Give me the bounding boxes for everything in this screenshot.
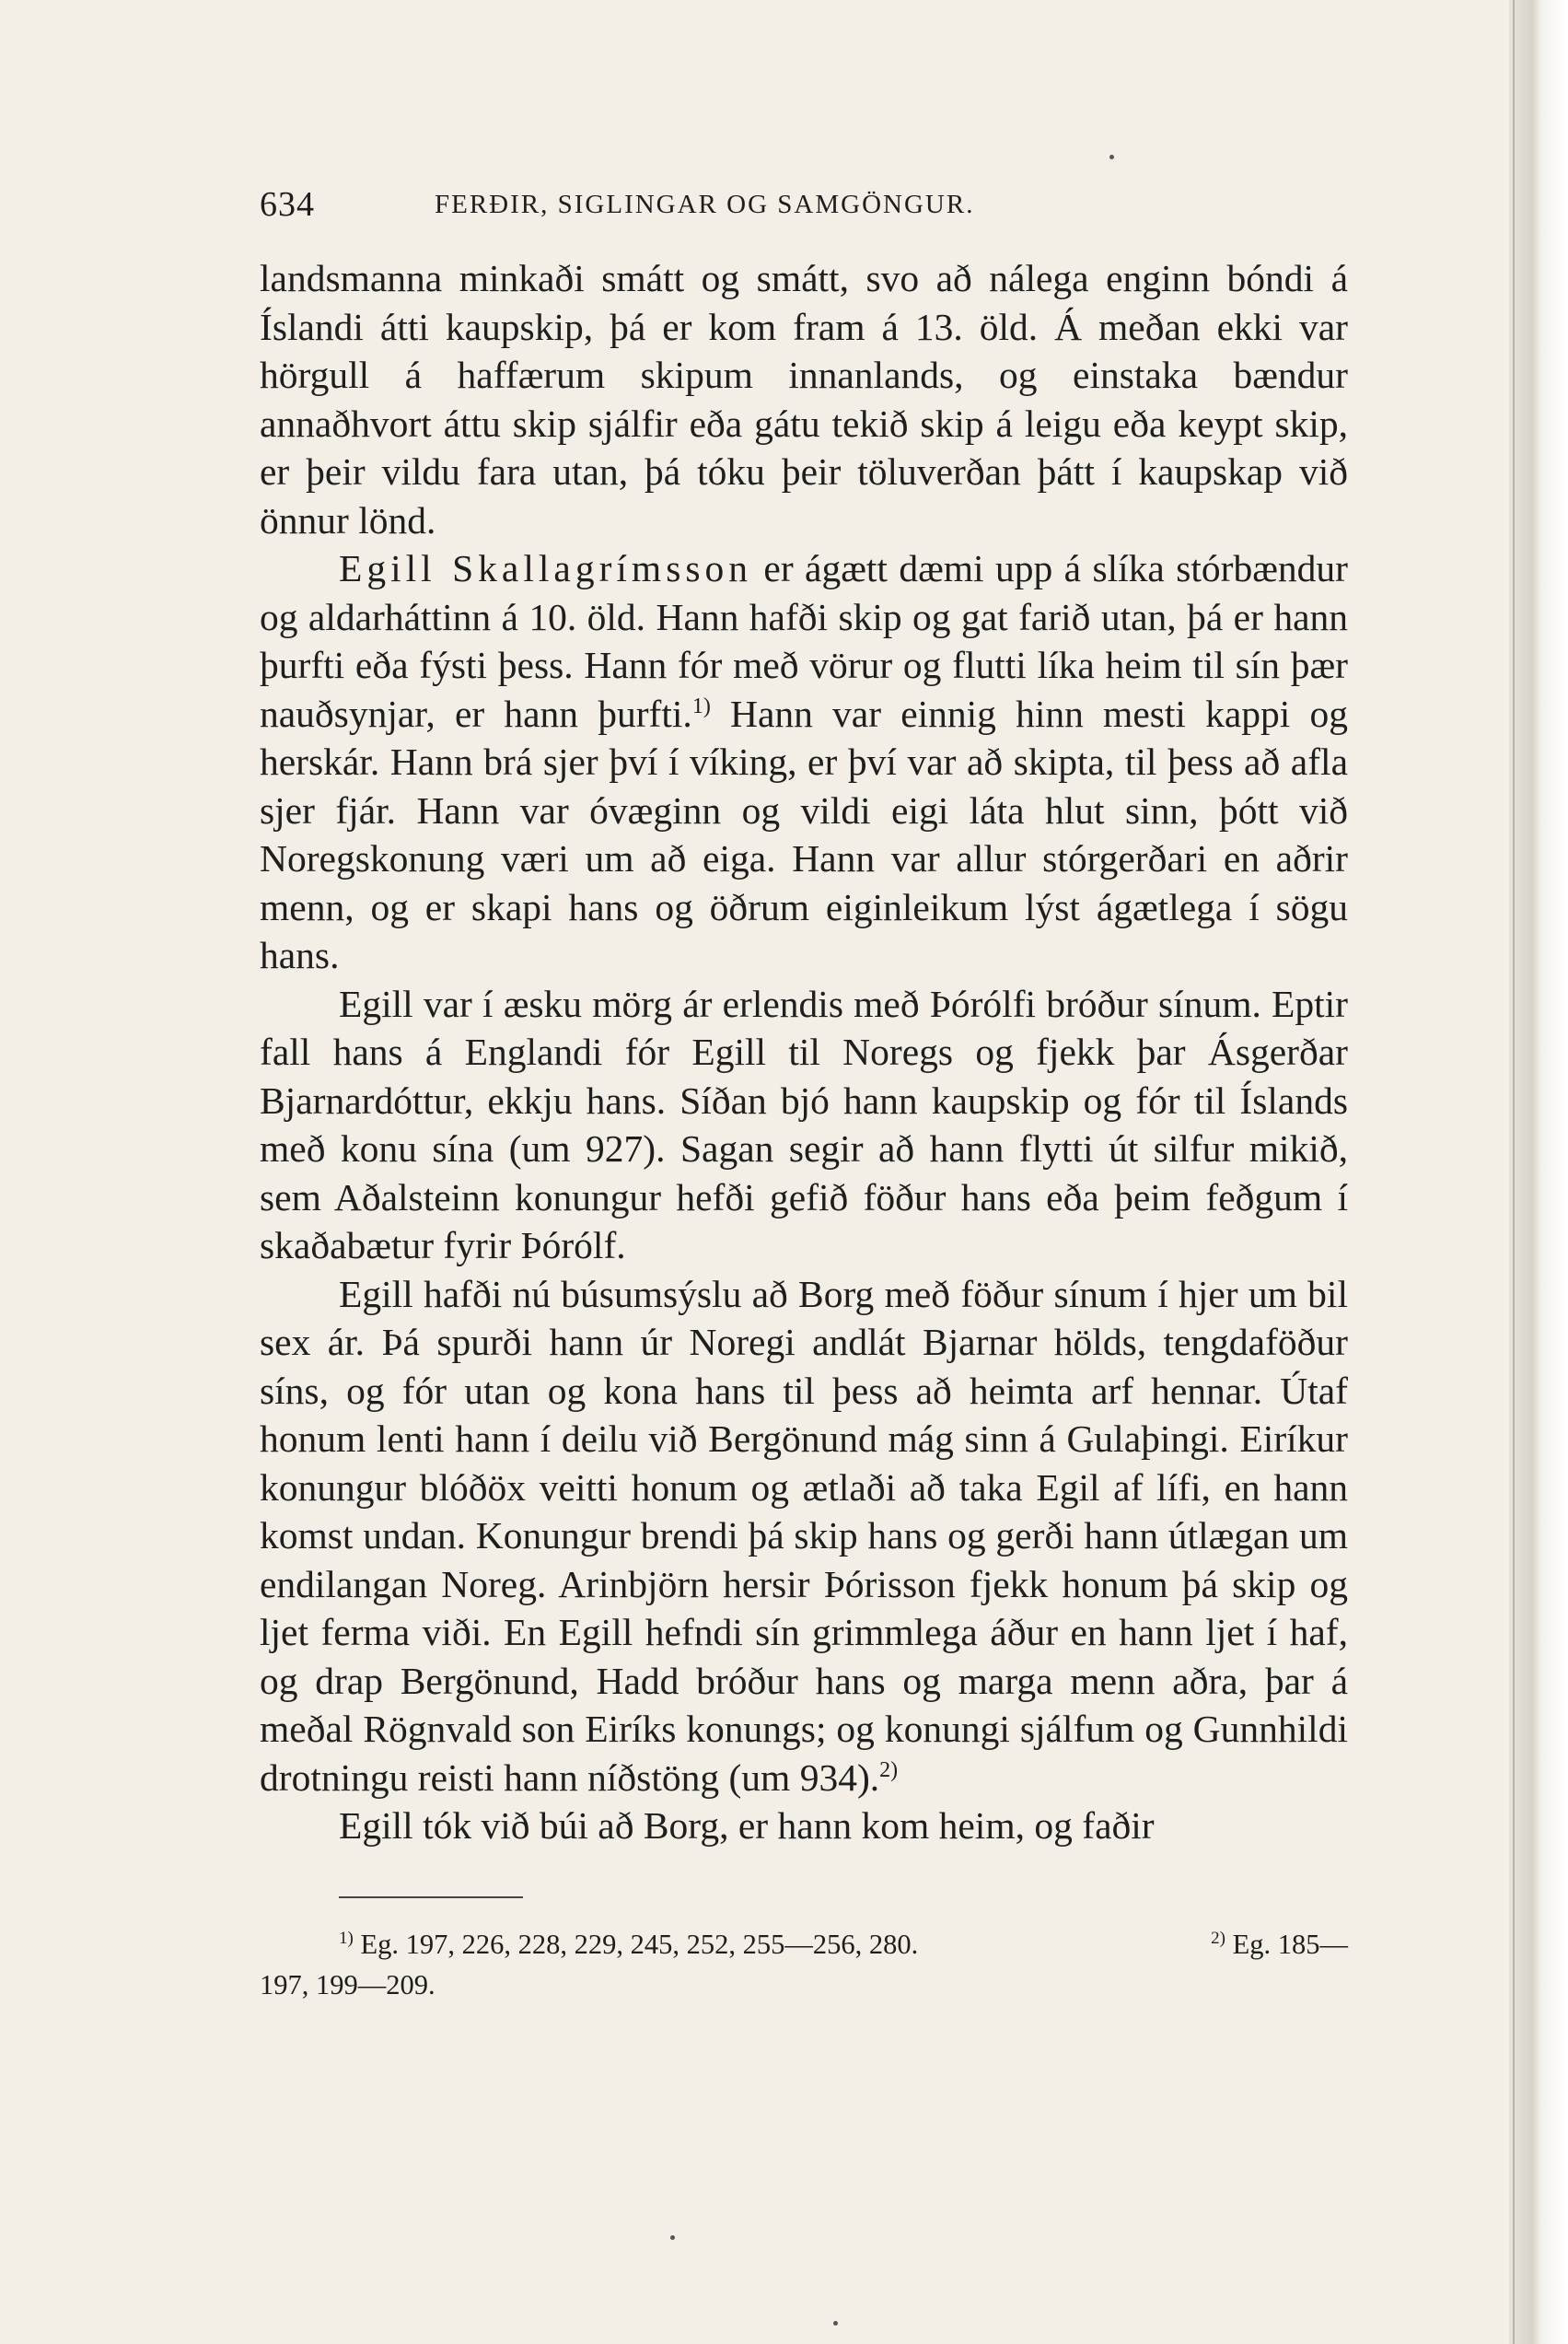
paragraph [260,1802,1348,1850]
speck [1109,155,1114,159]
paragraph [260,544,1348,980]
text-run: landsmanna minkaði smátt og smátt, svo að nálega enginn bóndi á Íslandi átti kaupskip, þá er kom fram á 13. öld. Á meðan ekki var hörgull á haffærum skipum innanlands, og einstaka bændur annaðhvort áttu skip sjálfir eða gátu tekið skip á leigu eða keypt skip, er þeir vildu fara utan, þá tóku þeir töluverðan þátt í kaupskap við önnur lönd. [260,257,1348,542]
footnote-ref: 1) [691,694,711,718]
text-run: Egill var í æsku mörg ár erlendis með Þórólfi bróður sínum. Eptir fall hans á Englandi fór Egill til Noregs og fjekk þar Ásgerðar Bjarnardóttur, ekkju hans. Síðan bjó hann kaupskip og fór til Íslands með konu sína (um 927). Sagan segir að hann flytti út silfur mikið, sem Aðalsteinn konungur hefði gefið föður hans eða þeim feðgum í skaðabætur fyrir Þórólf. [260,982,1348,1266]
text-run: Egill tók við búi að Borg, er hann kom heim, og faðir [339,1804,1155,1847]
paragraph [260,980,1348,1270]
speck [833,2321,838,2326]
page-header [260,184,1348,236]
running-head: FERÐIR, SIGLINGAR OG SAMGÖNGUR. [435,190,975,219]
footnote-1-marker: 1) [339,1928,354,1948]
footnote-line [260,1924,1348,1965]
book-page [260,184,1348,2005]
page-number: 634 [260,185,315,224]
spaced-name: Egill Skallagrímsson [339,547,752,589]
paragraph [260,1270,1348,1802]
footnote-1-text: Eg. 197, 226, 228, 229, 245, 252, 255—256, 280. [360,1928,919,1960]
page-edge-shadow [1509,0,1568,2344]
text-run: Egill hafði nú búsumsýslu að Borg með föður sínum í hjer um bil sex ár. Þá spurði hann úr Noregi andlát Bjarnar hölds, tengdaföður síns, og fór utan og kona hans til þess að heimta arf hennar. Útaf honum lenti hann í deilu við Bergönund mág sinn á Gulaþingi. Eiríkur konungur blóðöx veitti honum og ætlaði að taka Egil af lífi, en hann komst undan. Konungur brendi þá skip hans og gerði hann útlægan um endilangan Noreg. Arinbjörn hersir Þórisson fjekk honum þá skip og ljet ferma viði. En Egill hefndi sín grimmlega áður en hann ljet í haf, og drap Bergönund, Hadd bróður hans og marga menn aðra, þar á meðal Rögnvald son Eiríks konungs; og konungi sjálfum og Gunnhildi drotningu reisti hann níðstöng (um 934). [260,1272,1348,1799]
footnote-2-marker: 2) [1211,1928,1225,1948]
body-text [260,254,1348,1850]
footnote-2 [1211,1924,1348,1965]
footnote-2-continuation: 197, 199—209. [260,1968,436,2000]
text-run: er ágætt dæmi upp á slíka stórbændur og aldarháttinn á 10. öld. Hann hafði skip og gat farið utan, þá er hann þurfti eða fýsti þess. Hann fór með vörur og flutti líka heim til sín þær nauðsynjar, er hann þurfti. [260,547,1348,735]
footnote-2-text: Eg. 185— [1232,1928,1348,1960]
page-edge-line [1513,0,1515,2344]
paragraph [260,254,1348,544]
footnote-1 [339,1924,918,1965]
text-run: Hann var einnig hinn mesti kappi og herskár. Hann brá sjer því í víking, er því var að skipta, til þess að afla sjer fjár. Hann var óvæginn og vildi eigi láta hlut sinn, þótt við Noregskonung væri um að eiga. Hann var allur stórgerðari en aðrir menn, og er skapi hans og öðrum eiginleikum lýst ágætlega í sögu hans. [260,692,1349,976]
speck [670,2235,675,2240]
footnotes [260,1924,1348,2005]
footnote-ref: 2) [879,1757,899,1782]
footnote-rule [339,1896,523,1898]
